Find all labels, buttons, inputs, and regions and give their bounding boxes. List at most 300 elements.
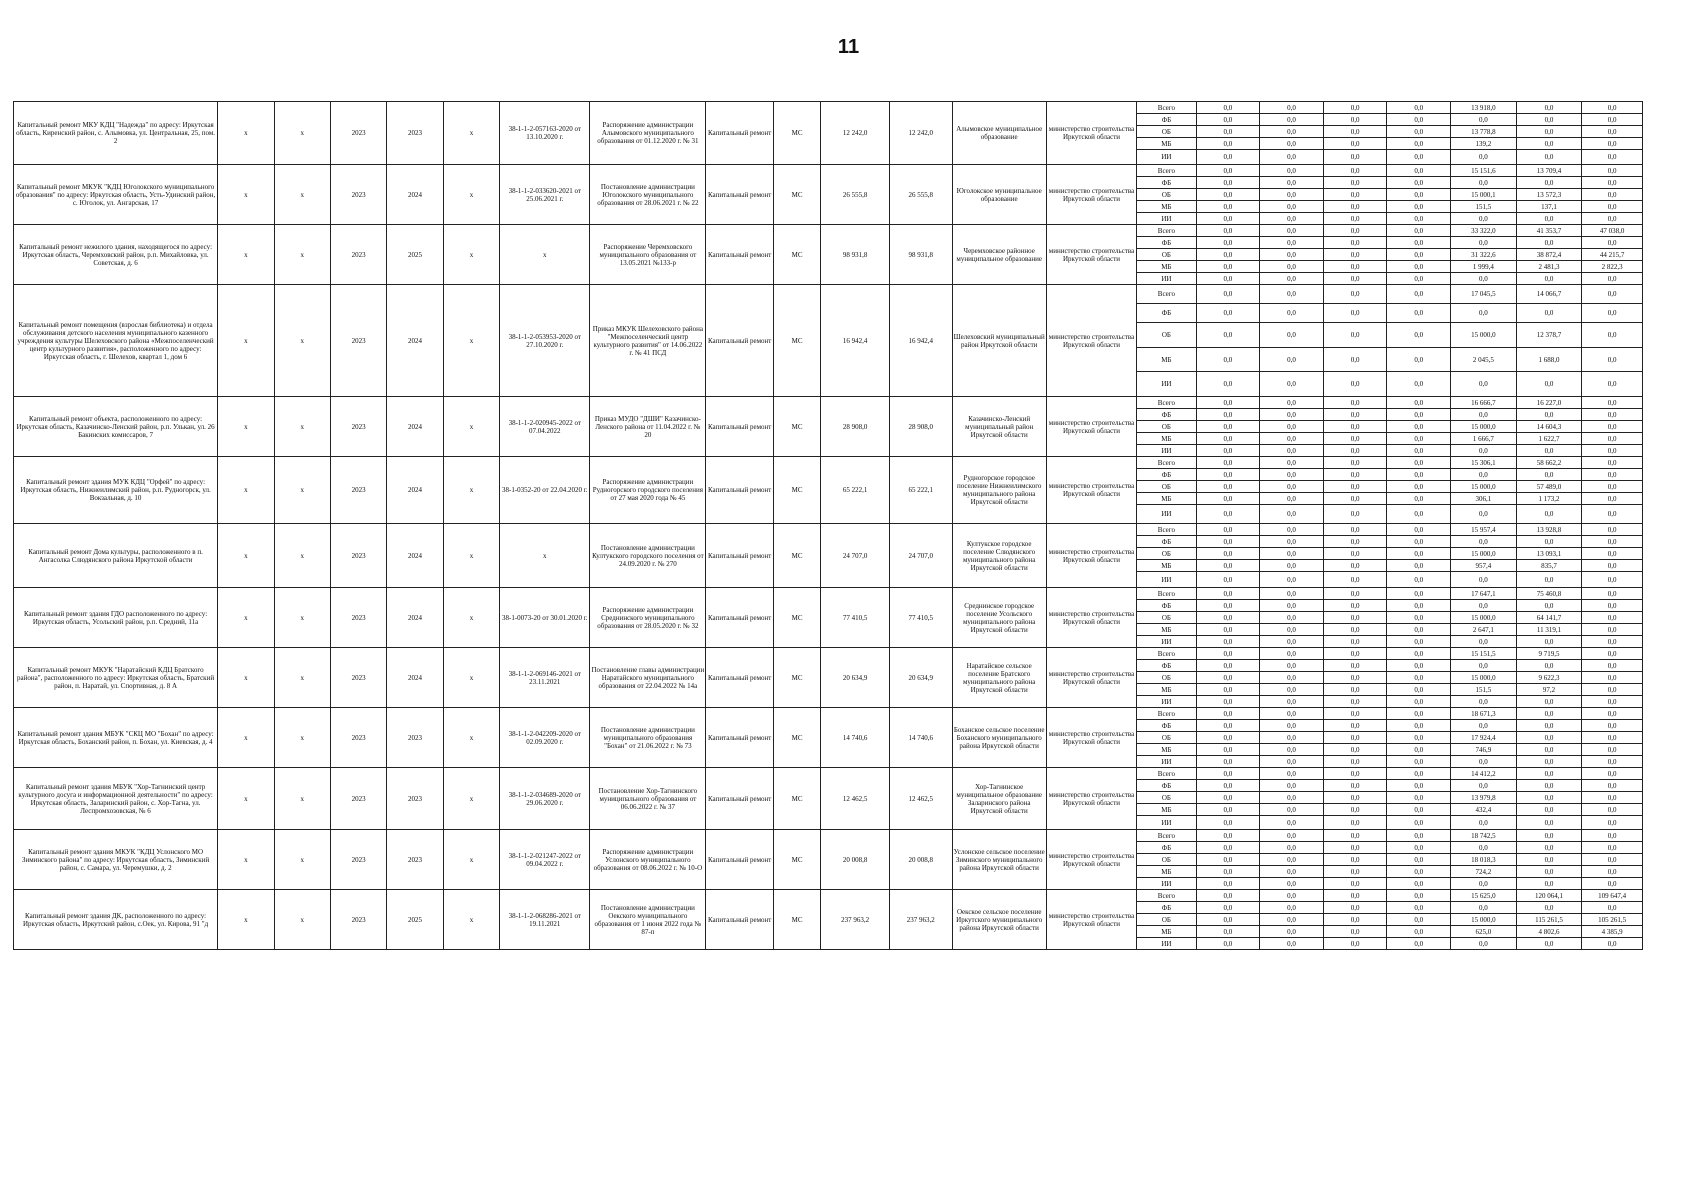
amount-cell: 0,0 (1196, 201, 1260, 213)
amount-cell: 0,0 (1260, 536, 1324, 548)
code-cell: МС (774, 102, 821, 165)
funding-source-label: ИИ (1137, 372, 1196, 397)
amount-cell: 835,7 (1516, 560, 1582, 572)
amount-cell: 0,0 (1582, 636, 1643, 648)
amount-cell: 0,0 (1387, 636, 1451, 648)
amount-cell: 0,0 (1516, 732, 1582, 744)
amount-cell: 0,0 (1323, 914, 1387, 926)
amount-cell: 0,0 (1451, 114, 1517, 126)
year-end-cell: 2024 (387, 457, 443, 524)
remaining-cost-cell: 237 963,2 (889, 890, 952, 950)
amount-cell: 0,0 (1323, 237, 1387, 249)
funding-source-label: МБ (1137, 560, 1196, 572)
x-cell: х (274, 285, 330, 397)
amount-cell: 15 000,0 (1451, 914, 1517, 926)
funding-source-label: Всего (1137, 890, 1196, 902)
amount-cell: 0,0 (1260, 114, 1324, 126)
amount-cell: 17 924,4 (1451, 732, 1517, 744)
funding-source-label: ФБ (1137, 114, 1196, 126)
amount-cell: 0,0 (1260, 938, 1324, 950)
amount-cell: 0,0 (1260, 600, 1324, 612)
amount-cell: 15 000,0 (1451, 672, 1517, 684)
funding-source-label: ОБ (1137, 548, 1196, 560)
amount-cell: 0,0 (1516, 842, 1582, 854)
amount-cell: 139,2 (1451, 138, 1517, 150)
amount-cell: 0,0 (1451, 213, 1517, 225)
year-start-cell: 2023 (330, 588, 386, 648)
amount-cell: 0,0 (1196, 409, 1260, 421)
amount-cell: 0,0 (1196, 285, 1260, 304)
expertise-cell: х (500, 225, 590, 285)
x-cell: х (443, 457, 499, 524)
funding-source-label: ФБ (1137, 177, 1196, 189)
amount-cell: 0,0 (1387, 842, 1451, 854)
table-row (14, 830, 1643, 842)
amount-cell: 0,0 (1196, 481, 1260, 493)
amount-cell: 33 322,0 (1451, 225, 1517, 237)
amount-cell: 0,0 (1451, 938, 1517, 950)
amount-cell: 0,0 (1323, 505, 1387, 524)
amount-cell: 0,0 (1323, 445, 1387, 457)
amount-cell: 0,0 (1260, 866, 1324, 878)
work-type-cell: Капитальный ремонт (706, 890, 774, 950)
amount-cell: 0,0 (1196, 756, 1260, 768)
x-cell: х (218, 648, 274, 708)
amount-cell: 0,0 (1582, 469, 1643, 481)
amount-cell: 0,0 (1516, 126, 1582, 138)
amount-cell: 0,0 (1582, 560, 1643, 572)
amount-cell: 0,0 (1196, 536, 1260, 548)
amount-cell: 0,0 (1387, 421, 1451, 433)
amount-cell: 0,0 (1582, 744, 1643, 756)
expertise-cell: 38-1-0073-20 от 30.01.2020 г. (500, 588, 590, 648)
amount-cell: 432,4 (1451, 804, 1517, 816)
amount-cell: 0,0 (1451, 902, 1517, 914)
amount-cell: 0,0 (1387, 433, 1451, 445)
amount-cell: 0,0 (1196, 854, 1260, 866)
decision-cell: Постановление главы администрации Наратайского муниципального образования от 22.04.2022 № 14а (590, 648, 706, 708)
amount-cell: 18 742,5 (1451, 830, 1517, 842)
x-cell: х (274, 588, 330, 648)
amount-cell: 0,0 (1387, 732, 1451, 744)
amount-cell: 151,5 (1451, 201, 1517, 213)
amount-cell: 0,0 (1196, 804, 1260, 816)
amount-cell: 0,0 (1323, 225, 1387, 237)
amount-cell: 0,0 (1387, 150, 1451, 165)
expertise-cell: 38-1-1-2-033620-2021 от 25.06.2021 г. (500, 165, 590, 225)
amount-cell: 0,0 (1582, 600, 1643, 612)
year-end-cell: 2024 (387, 285, 443, 397)
amount-cell: 0,0 (1260, 612, 1324, 624)
work-type-cell: Капитальный ремонт (706, 397, 774, 457)
year-start-cell: 2023 (330, 225, 386, 285)
owner-cell: Рудногорское городское поселение Нижнеилимского муниципального района Иркутской области (952, 457, 1046, 524)
table-row (14, 457, 1643, 469)
amount-cell: 9 719,5 (1516, 648, 1582, 660)
amount-cell: 0,0 (1323, 548, 1387, 560)
amount-cell: 4 385,9 (1582, 926, 1643, 938)
amount-cell: 0,0 (1387, 902, 1451, 914)
amount-cell: 14 604,3 (1516, 421, 1582, 433)
amount-cell: 0,0 (1323, 636, 1387, 648)
amount-cell: 13 778,8 (1451, 126, 1517, 138)
amount-cell: 0,0 (1196, 878, 1260, 890)
funding-source-label: Всего (1137, 768, 1196, 780)
amount-cell: 13 093,1 (1516, 548, 1582, 560)
amount-cell: 13 572,3 (1516, 189, 1582, 201)
amount-cell: 0,0 (1582, 660, 1643, 672)
amount-cell: 0,0 (1582, 854, 1643, 866)
amount-cell: 0,0 (1516, 102, 1582, 114)
amount-cell: 0,0 (1260, 780, 1324, 792)
amount-cell: 0,0 (1582, 285, 1643, 304)
amount-cell: 0,0 (1260, 285, 1324, 304)
amount-cell: 0,0 (1387, 624, 1451, 636)
amount-cell: 0,0 (1516, 138, 1582, 150)
estimated-cost-cell: 237 963,2 (821, 890, 890, 950)
amount-cell: 0,0 (1260, 854, 1324, 866)
amount-cell: 0,0 (1582, 588, 1643, 600)
amount-cell: 0,0 (1387, 189, 1451, 201)
amount-cell: 15 151,5 (1451, 648, 1517, 660)
amount-cell: 0,0 (1451, 237, 1517, 249)
amount-cell: 0,0 (1196, 732, 1260, 744)
amount-cell: 0,0 (1387, 938, 1451, 950)
amount-cell: 0,0 (1260, 372, 1324, 397)
amount-cell: 0,0 (1582, 842, 1643, 854)
decision-cell: Постановление администрации Оекского муниципального образования от 1 июня 2022 года № 87-п (590, 890, 706, 950)
amount-cell: 0,0 (1582, 830, 1643, 842)
amount-cell: 0,0 (1582, 433, 1643, 445)
amount-cell: 0,0 (1387, 126, 1451, 138)
table-row (14, 285, 1643, 304)
funding-source-label: Всего (1137, 648, 1196, 660)
owner-cell: Алымовское муниципальное образование (952, 102, 1046, 165)
code-cell: МС (774, 708, 821, 768)
funding-source-label: ФБ (1137, 902, 1196, 914)
object-cell: Капитальный ремонт Дома культуры, расположенного в п. Ангасолка Слюдянского района Иркутской области (14, 524, 218, 588)
amount-cell: 0,0 (1196, 744, 1260, 756)
amount-cell: 0,0 (1582, 323, 1643, 348)
amount-cell: 0,0 (1196, 189, 1260, 201)
funding-source-label: ОБ (1137, 249, 1196, 261)
executor-cell: министерство строительства Иркутской области (1046, 890, 1136, 950)
amount-cell: 0,0 (1516, 696, 1582, 708)
amount-cell: 0,0 (1516, 636, 1582, 648)
amount-cell: 0,0 (1582, 756, 1643, 768)
amount-cell: 0,0 (1582, 457, 1643, 469)
funding-source-label: МБ (1137, 624, 1196, 636)
x-cell: х (443, 830, 499, 890)
amount-cell: 0,0 (1451, 372, 1517, 397)
amount-cell: 15 000,1 (1451, 189, 1517, 201)
amount-cell: 0,0 (1582, 624, 1643, 636)
x-cell: х (274, 830, 330, 890)
amount-cell: 0,0 (1451, 696, 1517, 708)
amount-cell: 0,0 (1387, 409, 1451, 421)
amount-cell: 0,0 (1387, 445, 1451, 457)
amount-cell: 0,0 (1516, 213, 1582, 225)
funding-source-label: ИИ (1137, 938, 1196, 950)
amount-cell: 0,0 (1582, 304, 1643, 323)
x-cell: х (443, 588, 499, 648)
funding-source-label: ИИ (1137, 696, 1196, 708)
amount-cell: 0,0 (1260, 636, 1324, 648)
amount-cell: 15 000,0 (1451, 548, 1517, 560)
amount-cell: 1 688,0 (1516, 348, 1582, 372)
page-number: 11 (837, 36, 860, 58)
amount-cell: 44 215,7 (1582, 249, 1643, 261)
amount-cell: 0,0 (1323, 397, 1387, 409)
code-cell: МС (774, 648, 821, 708)
amount-cell: 0,0 (1260, 624, 1324, 636)
amount-cell: 0,0 (1260, 177, 1324, 189)
amount-cell: 0,0 (1387, 397, 1451, 409)
estimated-cost-cell: 65 222,1 (821, 457, 890, 524)
x-cell: х (218, 397, 274, 457)
funding-source-label: ФБ (1137, 842, 1196, 854)
code-cell: МС (774, 768, 821, 830)
year-start-cell: 2023 (330, 830, 386, 890)
amount-cell: 0,0 (1260, 225, 1324, 237)
code-cell: МС (774, 588, 821, 648)
funding-source-label: ОБ (1137, 126, 1196, 138)
work-type-cell: Капитальный ремонт (706, 830, 774, 890)
year-start-cell: 2023 (330, 524, 386, 588)
amount-cell: 0,0 (1260, 505, 1324, 524)
amount-cell: 0,0 (1582, 816, 1643, 830)
amount-cell: 0,0 (1582, 481, 1643, 493)
amount-cell: 0,0 (1196, 720, 1260, 732)
amount-cell: 0,0 (1387, 684, 1451, 696)
amount-cell: 0,0 (1323, 126, 1387, 138)
amount-cell: 0,0 (1387, 177, 1451, 189)
amount-cell: 0,0 (1260, 445, 1324, 457)
amount-cell: 0,0 (1582, 708, 1643, 720)
x-cell: х (274, 457, 330, 524)
funding-source-label: МБ (1137, 493, 1196, 505)
table-row (14, 588, 1643, 600)
amount-cell: 0,0 (1196, 612, 1260, 624)
year-start-cell: 2023 (330, 102, 386, 165)
estimated-cost-cell: 26 555,8 (821, 165, 890, 225)
amount-cell: 0,0 (1196, 560, 1260, 572)
amount-cell: 0,0 (1451, 878, 1517, 890)
x-cell: х (218, 165, 274, 225)
amount-cell: 0,0 (1196, 696, 1260, 708)
expertise-cell: х (500, 524, 590, 588)
amount-cell: 0,0 (1516, 469, 1582, 481)
amount-cell: 0,0 (1387, 273, 1451, 285)
amount-cell: 0,0 (1387, 505, 1451, 524)
amount-cell: 0,0 (1582, 804, 1643, 816)
funding-source-label: ИИ (1137, 445, 1196, 457)
amount-cell: 0,0 (1582, 421, 1643, 433)
amount-cell: 18 671,3 (1451, 708, 1517, 720)
funding-source-label: ИИ (1137, 636, 1196, 648)
amount-cell: 0,0 (1323, 536, 1387, 548)
amount-cell: 0,0 (1582, 273, 1643, 285)
amount-cell: 0,0 (1323, 780, 1387, 792)
amount-cell: 0,0 (1260, 421, 1324, 433)
amount-cell: 0,0 (1516, 854, 1582, 866)
object-cell: Капитальный ремонт помещения (взрослая библиотека) и отдела обслуживания детского населения муниципального казенного учреждения культуры Шелеховского района «Межпоселенческий центр культурного развития», расположенного по адресу: Иркутская область, г. Шелехов, квартал 1, дом 6 (14, 285, 218, 397)
remaining-cost-cell: 20 008,8 (889, 830, 952, 890)
object-cell: Капитальный ремонт нежилого здания, находящегося по адресу: Иркутская область, Черемховский район, р.п. Михайловка, ул. Советская, д. 6 (14, 225, 218, 285)
amount-cell: 0,0 (1260, 457, 1324, 469)
amount-cell: 115 261,5 (1516, 914, 1582, 926)
code-cell: МС (774, 397, 821, 457)
expertise-cell: 38-1-1-2-034689-2020 от 29.06.2020 г. (500, 768, 590, 830)
amount-cell: 0,0 (1516, 780, 1582, 792)
amount-cell: 0,0 (1260, 524, 1324, 536)
executor-cell: министерство строительства Иркутской области (1046, 588, 1136, 648)
amount-cell: 0,0 (1323, 768, 1387, 780)
year-end-cell: 2023 (387, 102, 443, 165)
decision-cell: Распоряжение администрации Алымовского муниципального образования от 01.12.2020 г. № 31 (590, 102, 706, 165)
amount-cell: 151,5 (1451, 684, 1517, 696)
amount-cell: 0,0 (1387, 560, 1451, 572)
work-type-cell: Капитальный ремонт (706, 708, 774, 768)
funding-source-label: ФБ (1137, 600, 1196, 612)
year-end-cell: 2024 (387, 588, 443, 648)
x-cell: х (443, 768, 499, 830)
amount-cell: 0,0 (1582, 524, 1643, 536)
amount-cell: 0,0 (1582, 878, 1643, 890)
amount-cell: 0,0 (1323, 213, 1387, 225)
amount-cell: 0,0 (1387, 830, 1451, 842)
amount-cell: 0,0 (1387, 890, 1451, 902)
amount-cell: 0,0 (1387, 804, 1451, 816)
amount-cell: 0,0 (1323, 493, 1387, 505)
object-cell: Капитальный ремонт МКУ КДЦ "Надежда" по адресу: Иркутская область, Киренский район, с. Алымовка, ул. Центральная, 25, пом. 2 (14, 102, 218, 165)
remaining-cost-cell: 20 634,9 (889, 648, 952, 708)
estimated-cost-cell: 16 942,4 (821, 285, 890, 397)
work-type-cell: Капитальный ремонт (706, 524, 774, 588)
estimated-cost-cell: 24 707,0 (821, 524, 890, 588)
amount-cell: 0,0 (1323, 409, 1387, 421)
amount-cell: 0,0 (1260, 696, 1324, 708)
amount-cell: 0,0 (1323, 866, 1387, 878)
amount-cell: 0,0 (1516, 505, 1582, 524)
amount-cell: 0,0 (1196, 572, 1260, 588)
table-row (14, 102, 1643, 114)
amount-cell: 0,0 (1196, 304, 1260, 323)
amount-cell: 0,0 (1451, 636, 1517, 648)
table-row (14, 890, 1643, 902)
object-cell: Капитальный ремонт здания МБУК "Хор-Тагнинский центр культурного досуга и информационной деятельности" по адресу: Иркутская область, Заларинский район, с. Хор-Тагна, ул. Леспромхозовская, № 6 (14, 768, 218, 830)
amount-cell: 0,0 (1196, 588, 1260, 600)
object-cell: Капитальный ремонт здания МБУК "СКЦ МО "Бохан" по адресу: Иркутская область, Боханский район, п. Бохан, ул. Киевская, д. 4 (14, 708, 218, 768)
owner-cell: Боханское сельское поселение Боханского муниципального района Иркутской области (952, 708, 1046, 768)
amount-cell: 0,0 (1323, 114, 1387, 126)
work-type-cell: Капитальный ремонт (706, 768, 774, 830)
amount-cell: 0,0 (1387, 237, 1451, 249)
amount-cell: 0,0 (1516, 150, 1582, 165)
amount-cell: 0,0 (1516, 744, 1582, 756)
amount-cell: 47 038,0 (1582, 225, 1643, 237)
amount-cell: 0,0 (1196, 445, 1260, 457)
amount-cell: 0,0 (1582, 648, 1643, 660)
owner-cell: Култукское городское поселение Слюдянского муниципального района Иркутской области (952, 524, 1046, 588)
work-type-cell: Капитальный ремонт (706, 648, 774, 708)
amount-cell: 0,0 (1260, 744, 1324, 756)
object-cell: Капитальный ремонт здания МУК КДЦ "Орфей" по адресу: Иркутская область, Нижнеилимский район, р.п. Рудногорск, ул. Вокзальная, д. 10 (14, 457, 218, 524)
object-cell: Капитальный ремонт МКУК "КДЦ Юголокского муниципального образования" по адресу: Иркутская область, Усть-Удинский район, с. Юголок, ул. Ангарская, 17 (14, 165, 218, 225)
amount-cell: 13 709,4 (1516, 165, 1582, 177)
amount-cell: 0,0 (1387, 493, 1451, 505)
amount-cell: 0,0 (1323, 648, 1387, 660)
amount-cell: 0,0 (1387, 225, 1451, 237)
amount-cell: 0,0 (1582, 102, 1643, 114)
funding-source-label: ОБ (1137, 732, 1196, 744)
amount-cell: 0,0 (1196, 177, 1260, 189)
expertise-cell: 38-1-1-2-021247-2022 от 09.04.2022 г. (500, 830, 590, 890)
amount-cell: 0,0 (1323, 720, 1387, 732)
amount-cell: 0,0 (1196, 237, 1260, 249)
amount-cell: 0,0 (1516, 177, 1582, 189)
amount-cell: 0,0 (1260, 732, 1324, 744)
amount-cell: 0,0 (1196, 102, 1260, 114)
x-cell: х (218, 524, 274, 588)
amount-cell: 57 489,0 (1516, 481, 1582, 493)
amount-cell: 0,0 (1323, 624, 1387, 636)
amount-cell: 0,0 (1260, 189, 1324, 201)
amount-cell: 0,0 (1323, 708, 1387, 720)
amount-cell: 0,0 (1260, 708, 1324, 720)
funding-source-label: ФБ (1137, 237, 1196, 249)
x-cell: х (218, 830, 274, 890)
estimated-cost-cell: 12 242,0 (821, 102, 890, 165)
x-cell: х (274, 524, 330, 588)
amount-cell: 0,0 (1516, 114, 1582, 126)
decision-cell: Постановление администрации Култукского городского поселения от 24.09.2020 г. № 270 (590, 524, 706, 588)
work-type-cell: Капитальный ремонт (706, 225, 774, 285)
amount-cell: 0,0 (1323, 696, 1387, 708)
executor-cell: министерство строительства Иркутской области (1046, 708, 1136, 768)
amount-cell: 0,0 (1582, 372, 1643, 397)
amount-cell: 1 622,7 (1516, 433, 1582, 445)
amount-cell: 0,0 (1323, 560, 1387, 572)
amount-cell: 0,0 (1323, 938, 1387, 950)
amount-cell: 0,0 (1387, 102, 1451, 114)
decision-cell: Распоряжение администрации Среднинского муниципального образования от 28.05.2020 г. № 32 (590, 588, 706, 648)
amount-cell: 0,0 (1582, 237, 1643, 249)
expertise-cell: 38-1-1-2-053953-2020 от 27.10.2020 г. (500, 285, 590, 397)
amount-cell: 0,0 (1387, 914, 1451, 926)
amount-cell: 0,0 (1387, 285, 1451, 304)
funding-source-label: ОБ (1137, 612, 1196, 624)
amount-cell: 0,0 (1260, 469, 1324, 481)
remaining-cost-cell: 77 410,5 (889, 588, 952, 648)
decision-cell: Постановление администрации Юголокского муниципального образования от 28.06.2021 г. № 22 (590, 165, 706, 225)
x-cell: х (218, 588, 274, 648)
funding-source-label: Всего (1137, 165, 1196, 177)
work-type-cell: Капитальный ремонт (706, 457, 774, 524)
estimated-cost-cell: 20 008,8 (821, 830, 890, 890)
amount-cell: 0,0 (1582, 780, 1643, 792)
amount-cell: 0,0 (1323, 261, 1387, 273)
amount-cell: 64 141,7 (1516, 612, 1582, 624)
amount-cell: 0,0 (1323, 744, 1387, 756)
x-cell: х (443, 397, 499, 457)
amount-cell: 0,0 (1516, 600, 1582, 612)
amount-cell: 13 928,8 (1516, 524, 1582, 536)
remaining-cost-cell: 26 555,8 (889, 165, 952, 225)
expertise-cell: 38-1-1-2-057163-2020 от 13.10.2020 г. (500, 102, 590, 165)
amount-cell: 0,0 (1260, 433, 1324, 445)
owner-cell: Юголокское муниципальное образование (952, 165, 1046, 225)
